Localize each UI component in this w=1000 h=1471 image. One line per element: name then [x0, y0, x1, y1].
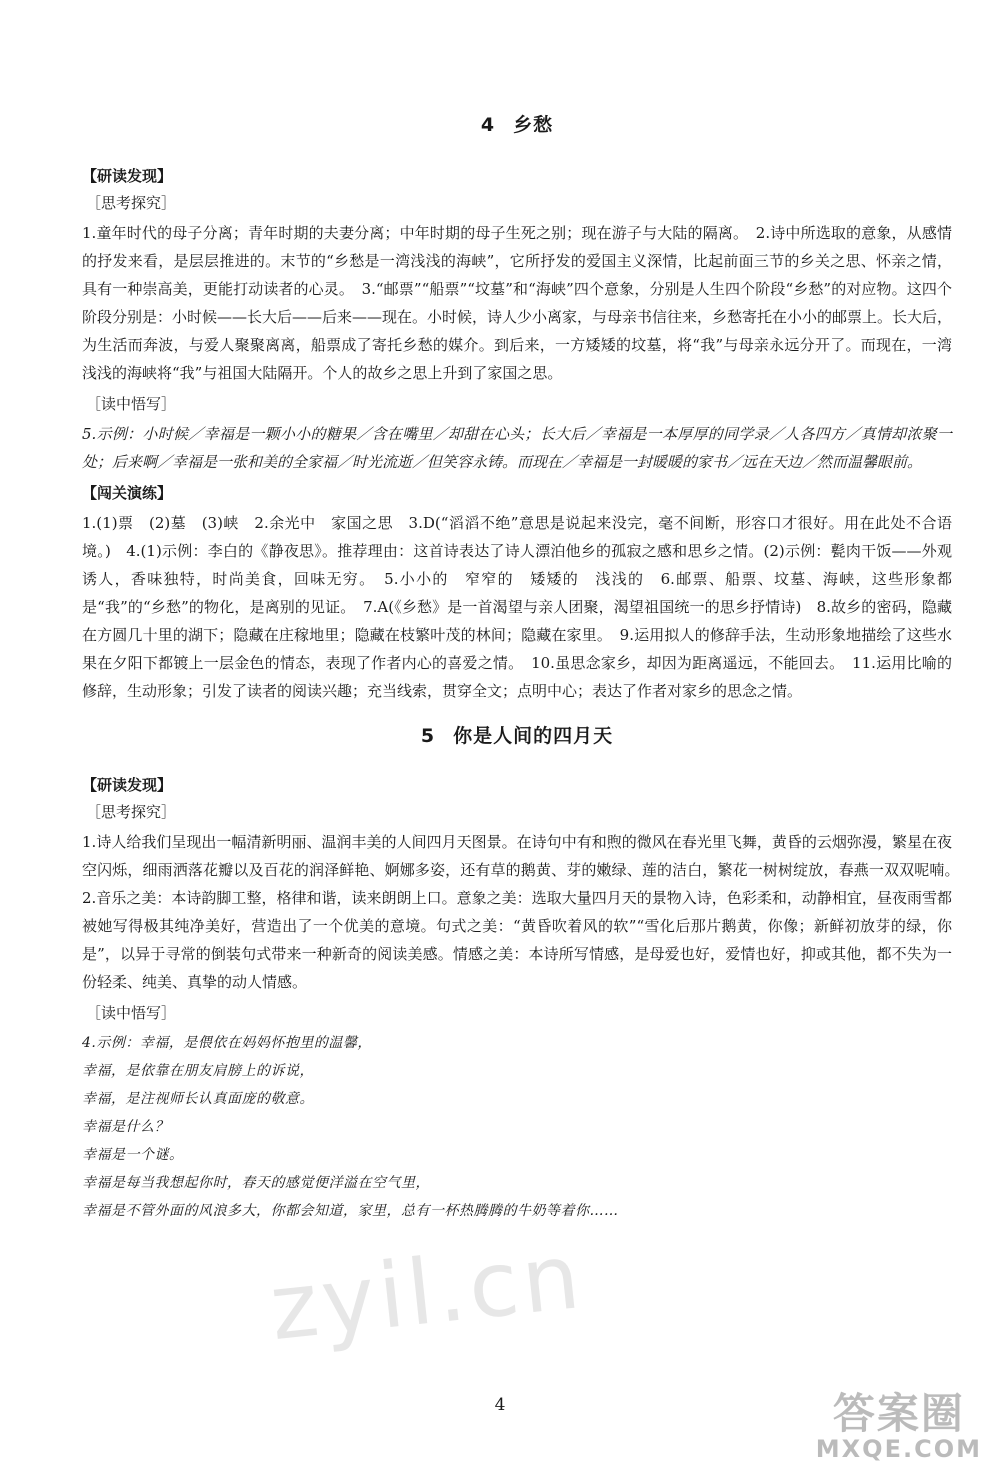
corner-logo-domain: MXQE.COM	[815, 1435, 982, 1463]
subsection-heading: ［读中悟写］	[86, 395, 177, 413]
paragraph: 1.诗人给我们呈现出一幅清新明丽、温润丰美的人间四月天图景。在诗句中有和煦的微风在春光里飞舞，黄昏的云烟弥漫，繁星在夜空闪烁，细雨洒落花瓣以及百花的润泽鲜艳、婀娜多姿，还有草的鹅黄、芽的嫩绿、莲的洁白，繁花一树树绽放，春燕一双双呢喃。 2.音乐之美：本诗韵脚工整，格律和谐，读来朗朗上口。意象之美：选取大量四月天的景物入诗，色彩柔和，动静相宜，昼夜雨雪都被她写得极其纯净美好，营造出了一个优美的意境。句式之美：“黄昏吹着风的软”“雪化后那片鹅黄，你像；新鲜初放芽的绿，你是”，以异于寻常的倒装句式带来一种新奇的阅读美感。情感之美：本诗所写情感，是母爱也好，爱情也好，抑或其他，都不失为一份轻柔、纯美、真挚的动人情感。	[82, 833, 968, 991]
paragraph: 5.示例：小时候／幸福是一颗小小的糖果／含在嘴里／却甜在心头；长大后／幸福是一本厚厚的同学录／人各四方／真情却浓聚一处；后来啊／幸福是一张和美的全家福／时光流逝／但笑容永铸。而现在／幸福是一封暖暖的家书／远在天边／然而温馨眼前。	[82, 425, 952, 471]
content	[82, 110, 968, 1225]
subsection-heading: ［思考探究］	[86, 803, 177, 821]
lesson-number: 5	[420, 725, 436, 747]
poem-line: 幸福是不管外面的风浪多大，你都会知道，家里，总有一杯热腾腾的牛奶等着你……	[82, 1203, 619, 1219]
poem-line: 幸福，是依靠在朋友肩膀上的诉说，	[82, 1063, 314, 1079]
lesson-number: 4	[480, 114, 496, 136]
section-heading: 【研读发现】	[82, 167, 173, 185]
corner-logo-text: 答案圈	[832, 1389, 965, 1438]
poem-line: 4.示例：幸福，是偎依在妈妈怀抱里的温馨，	[82, 1035, 372, 1051]
subsection-heading: ［思考探究］	[86, 194, 177, 212]
paragraph: 1.童年时代的母子分离；青年时期的夫妻分离；中年时期的母子生死之别；现在游子与大陆的隔离。 2.诗中所选取的意象，从感情的抒发来看，是层层推进的。末节的“乡愁是一湾浅浅的海峡”，它所抒发的爱国主义深情，比起前面三节的乡关之思、怀亲之情，具有一种崇高美，更能打动读者的心灵。 3.“邮票”“船票”“坟墓”和“海峡”四个意象，分别是人生四个阶段“乡愁”的对应物。这四个阶段分别是：小时候——长大后——后来——现在。小时候，诗人少小离家，与母亲书信往来，乡愁寄托在小小的邮票上。长大后，为生活而奔波，与爱人聚聚离离，船票成了寄托乡愁的媒介。到后来，一方矮矮的坟墓，将“我”与母亲永远分开了。而现在，一湾浅浅的海峡将“我”与祖国大陆隔开。个人的故乡之思上升到了家国之思。	[82, 224, 953, 382]
section-heading: 【闯关演练】	[82, 484, 173, 502]
lesson-title-text: 你是人间的四月天	[453, 725, 614, 747]
lesson-title-text: 乡愁	[513, 114, 554, 136]
poem-line: 幸福是一个谜。	[82, 1147, 184, 1163]
lesson-5-title	[82, 721, 952, 748]
poem-line: 幸福是什么？	[82, 1119, 169, 1135]
poem-line: 幸福，是注视师长认真面庞的敬意。	[82, 1091, 314, 1107]
corner-logo	[816, 1381, 982, 1463]
section-heading: 【研读发现】	[82, 776, 173, 794]
page-number: 4	[494, 1395, 506, 1415]
poem-line: 幸福是每当我想起你时，春天的感觉便洋溢在空气里，	[82, 1175, 430, 1191]
lesson-4-title	[82, 110, 952, 137]
paragraph: 1.(1)票 (2)墓 (3)峡 2.余光中 家国之思 3.D(“滔滔不绝”意思是说起来没完，毫不间断，形容口才很好。用在此处不合语境。) 4.(1)示例：李白的《静夜思》。推荐理由：这首诗表达了诗人漂泊他乡的孤寂之感和思乡之情。(2)示例：甏肉干饭——外观诱人，香味独特，时尚美食，回味无穷。 5.小小的 窄窄的 矮矮的 浅浅的 6.邮票、船票、坟墓、海峡，这些形象都是“我”的“乡愁”的物化，是离别的见证。 7.A(《乡愁》是一首渴望与亲人团聚，渴望祖国统一的思乡抒情诗) 8.故乡的密码，隐藏在方圆几十里的湖下；隐藏在庄稼地里；隐藏在枝繁叶茂的林间；隐藏在家里。 9.运用拟人的修辞手法，生动形象地描绘了这些水果在夕阳下都镀上一层金色的情态，表现了作者内心的喜爱之情。 10.虽思念家乡，却因为距离遥远，不能回去。 11.运用比喻的修辞，生动形象；引发了读者的阅读兴趣；充当线索，贯穿全文；点明中心；表达了作者对家乡的思念之情。	[82, 514, 952, 700]
watermark: zyil.cn	[265, 1223, 589, 1362]
subsection-heading: ［读中悟写］	[86, 1004, 177, 1022]
